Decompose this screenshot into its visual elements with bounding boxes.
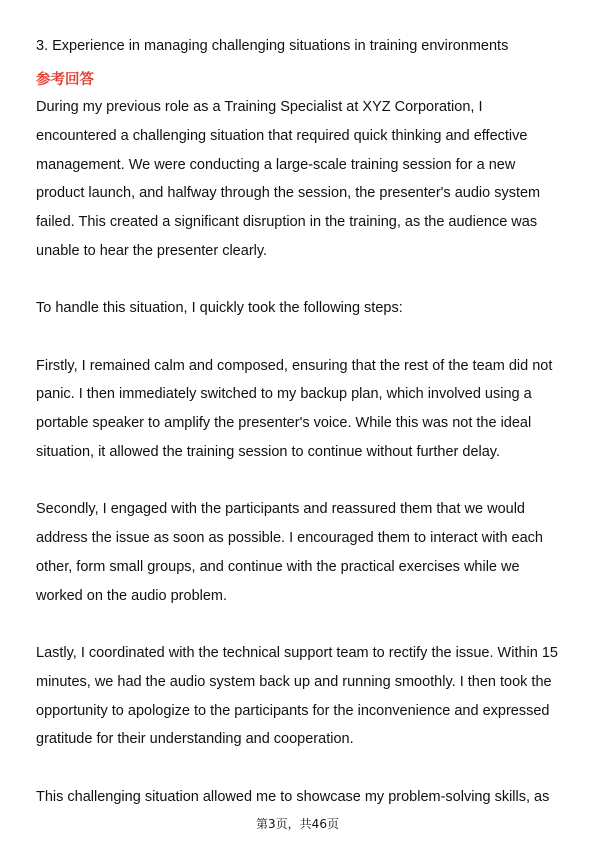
paragraph-line: opportunity to apologize to the participants for the inconvenience and expressed: [36, 702, 550, 719]
reference-answer-label: 参考回答: [36, 72, 94, 88]
answer-paragraph: [36, 783, 560, 812]
paragraph-line: other, form small groups, and continue with the practical exercises while we: [36, 558, 520, 575]
paragraph-line: product launch, and halfway through the session, the presenter's audio system: [36, 185, 541, 202]
answer-paragraph: [36, 93, 560, 266]
paragraph-line: portable speaker to amplify the presenter's voice. While this was not the ideal: [36, 415, 532, 432]
question-title: 3. Experience in managing challenging situations in training environments: [36, 38, 509, 54]
paragraph-line: To handle this situation, I quickly took the following steps:: [36, 300, 403, 317]
answer-paragraph: [36, 639, 560, 754]
paragraph-line: failed. This created a significant disruption in the training, as the audience was: [36, 214, 538, 231]
paragraph-line: This challenging situation allowed me to showcase my problem-solving skills, as: [36, 788, 550, 805]
answer-paragraph: [36, 495, 560, 610]
paragraph-line: minutes, we had the audio system back up and running smoothly. I then took the: [36, 673, 552, 690]
paragraph-line: address the issue as soon as possible. I encouraged them to interact with each: [36, 530, 543, 547]
paragraph-line: gratitude for their understanding and cooperation.: [36, 731, 354, 748]
page-number-footer: 第3页，共46页: [256, 817, 339, 831]
paragraph-line: During my previous role as a Training Specialist at XYZ Corporation, I: [36, 99, 483, 115]
paragraph-line: Secondly, I engaged with the participants and reassured them that we would: [36, 501, 525, 518]
answer-body: [36, 93, 560, 840]
paragraph-line: situation, it allowed the training session to continue without further delay.: [36, 443, 500, 460]
paragraph-line: panic. I then immediately switched to my backup plan, which involved using a: [36, 386, 532, 403]
paragraph-line: Firstly, I remained calm and composed, ensuring that the rest of the team did not: [36, 357, 553, 374]
answer-paragraph: [36, 352, 560, 467]
paragraph-line: encountered a challenging situation that required quick thinking and effective: [36, 127, 528, 144]
paragraph-line: unable to hear the presenter clearly.: [36, 242, 268, 259]
answer-paragraph: [36, 294, 560, 323]
paragraph-line: worked on the audio problem.: [36, 587, 228, 604]
paragraph-line: Lastly, I coordinated with the technical support team to rectify the issue. Within 15: [36, 644, 558, 661]
paragraph-line: management. We were conducting a large-scale training session for a new: [36, 156, 516, 173]
